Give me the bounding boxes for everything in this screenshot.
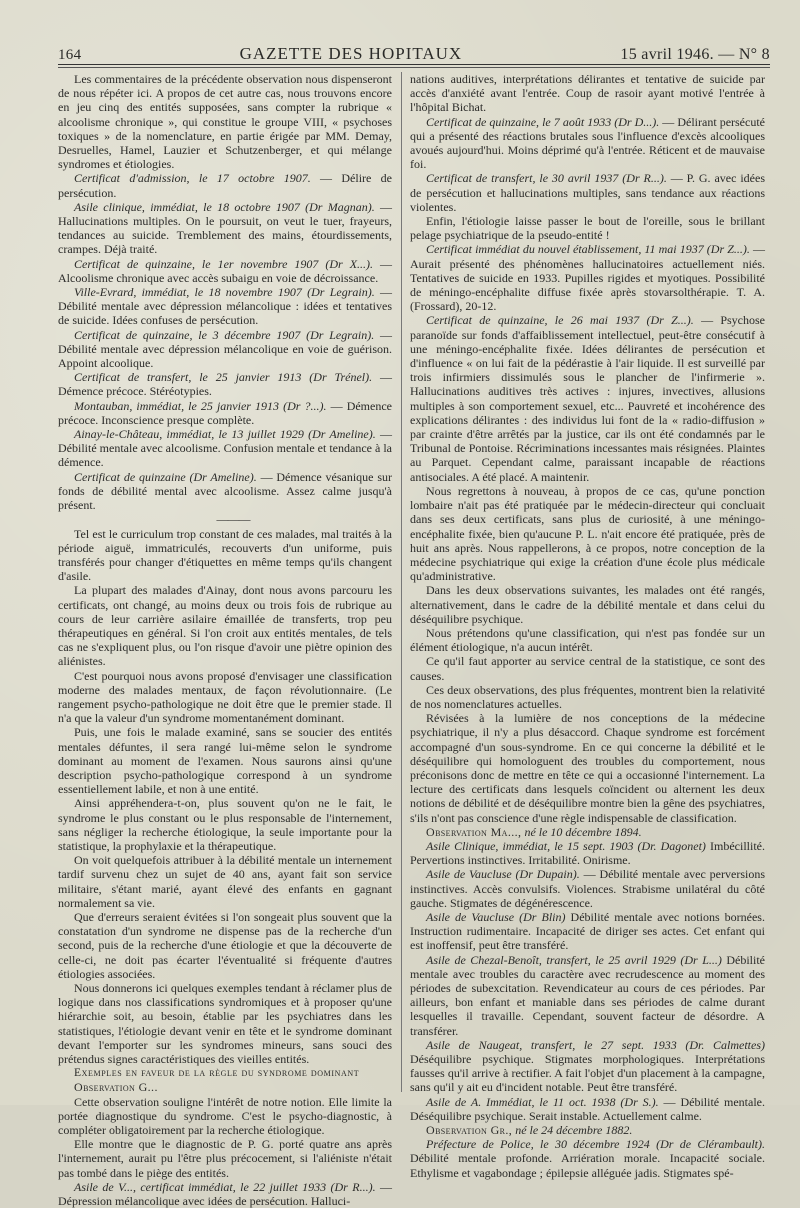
certificate-entry — [410, 1038, 765, 1095]
paragraph-text: Cette observation souligne l'intérêt de notre notion. Elle limite la portée diagnostique du syndrome. C'est le psycho-diagnostic, à compléter obligatoirement par la recherche étiologique. — [58, 1094, 392, 1138]
certificate-reference: Montauban, immédiat, le 25 janvier 1913 (Dr ?...). — [74, 398, 327, 413]
birth-date: né le 24 décembre 1882. — [512, 1123, 633, 1138]
certificate-reference: Préfecture de Police, le 30 décembre 1924 (Dr de Clérambault). — [426, 1137, 765, 1152]
column-separator — [401, 72, 402, 1092]
certificate-reference: Asile clinique, immédiat, le 18 octobre 1907 (Dr Magnan). — [74, 199, 375, 214]
observation-heading: Observation G... — [74, 1080, 158, 1095]
paragraph-text: — Alcoolisme chronique avec accès subaigu en voie de décroissance. — [58, 256, 393, 285]
certificate-entry — [410, 115, 765, 172]
certificate-entry — [58, 285, 392, 328]
body-paragraph — [58, 853, 392, 910]
birth-date: né le 10 décembre 1894. — [521, 824, 642, 839]
certificate-entry — [410, 839, 765, 867]
certificate-reference: Asile de Vaucluse (Dr Blin) — [426, 909, 566, 924]
body-paragraph — [410, 654, 765, 682]
paragraph-text: — Délirant persécuté qui a présenté des réactions brutales sous l'influence d'excès alcooliques avoués aujourd'hui. Moins déprimé qu'à l'entrée. Réticent et de mauvaise foi. — [410, 114, 765, 172]
paragraph-text: Nous prétendons qu'une classification, qui n'est pas fondée sur un élément étiologique, n'a aucun intérêt. — [410, 625, 765, 655]
observation-heading — [410, 1123, 765, 1137]
certificate-reference: Asile de V..., certificat immédiat, le 22 juillet 1933 (Dr R...). — [74, 1179, 376, 1194]
paragraph-text: — Débilité mentale avec perversions instinctives. Accès convulsifs. Violences. Strabisme unilatéral du côté gauche. Stigmates de dégénérescence. — [410, 867, 765, 910]
paragraph-text: — Débilité mentale avec alcoolisme. Confusion mentale et tendance à la démence. — [58, 427, 392, 470]
header-rule-thin — [58, 67, 770, 68]
header-rule — [58, 64, 770, 65]
body-paragraph — [410, 683, 765, 711]
certificate-reference: Ainay-le-Château, immédiat, le 13 juillet 1929 (Dr Ameline). — [74, 427, 376, 442]
observation-heading — [410, 825, 765, 839]
paragraph-text: — P. G. avec idées de persécution et hallucinations multiples, sans tendance aux réactions violentes. — [410, 171, 765, 214]
section-divider: ——— — [216, 512, 250, 527]
body-paragraph — [58, 1137, 392, 1180]
paragraph-text: Que d'erreurs seraient évitées si l'on songeait plus souvent que la constatation d'un syndrome ne dispense pas de la recherche d'un second, puis de la recherche d'une étiologie et que la découverte de celle-ci, ne doit pas écarter l'éventualité si fréquente d'autres étiologies associées. — [58, 909, 392, 981]
certificate-entry — [58, 1180, 392, 1208]
certificate-entry — [410, 1137, 765, 1180]
observation-label: Observation Ma..., — [426, 824, 522, 839]
paragraph-text: Ce qu'il faut apporter au service central de la statistique, ce sont des causes. — [410, 654, 765, 683]
paragraph-text: Dans les deux observations suivantes, les malades ont été rangés, alternativement, dans le cadre de la débilité mentale et dans celui du déséquilibre psychique. — [410, 583, 765, 626]
paragraph-text: Révisées à la lumière de nos conceptions de la médecine psychiatrique, il n'y a plus désaccord. Chaque syndrome est forcément accompagné d'un sous-syndrome. En ce qui concerne la débilité et le déséquilibre qui homologuent des troubles du comportement, nous préconisons donc de mettre en tête ce qui a occasionné l'internement. La lecture des certificats dans lesquels coïncident ou alternent les deux notions de débilité et de déséquilibre montre bien la gêne des psychiatres, s'ils n'ont pas conscience d'une règle indispensable de classification. — [410, 711, 765, 825]
paragraph-text: — Démence vésanique sur fonds de débilité mental avec alcoolisme. Assez calme jusqu'à présent. — [58, 469, 392, 513]
body-paragraph — [58, 583, 392, 668]
paragraph-text: Nous donnerons ici quelques exemples tendant à réclamer plus de logique dans nos classifications syndromiques et à proposer qu'une hiérarchie soit, au besoin, établie par les psychiatres dans les statistiques, l'étiologie devant venir en tête et le syndrome dominant devant l'emporter sur les syndromes mineurs, sans souci des prétendus signes caractéristiques des vieilles entités. — [58, 981, 392, 1067]
certificate-reference: Asile de Naugeat, transfert, le 27 sept. 1933 (Dr. Calmettes) — [426, 1037, 765, 1052]
certificate-entry — [58, 257, 392, 285]
certificate-reference: Certificat immédiat du nouvel établissement, 11 mai 1937 (Dr Z...). — [426, 242, 750, 257]
body-paragraph — [58, 527, 392, 584]
certificate-reference: Asile de A. Immédiat, le 11 oct. 1938 (Dr S.). — [426, 1094, 659, 1109]
body-paragraph — [410, 72, 765, 115]
certificate-reference: Certificat de quinzaine, le 26 mai 1937 (Dr Z...). — [426, 313, 694, 328]
body-paragraph — [58, 725, 392, 796]
body-paragraph — [410, 711, 765, 825]
paragraph-text: — Démence précoce. Stéréotypies. — [58, 370, 392, 399]
page-number: 164 — [58, 47, 82, 63]
paragraph-text: Enfin, l'étiologie laisse passer le bout de l'oreille, sous le brillant pelage psychiatrique de la pseudo-entité ! — [410, 214, 765, 243]
certificate-entry — [58, 171, 392, 199]
issue-date: 15 avril 1946. — N° 8 — [620, 46, 770, 63]
paragraph-text: — Psychose paranoïde sur fonds d'affaiblissement intellectuel, peut-être consécutif à une méningo-encéphalite fixée. Idées délirantes de persécution et d'influence « on lui fait de la pédérastie à l'air liquide. Il est surveillé par trois infirmiers dissimulés sous le plancher de l'infirmerie ». Hallucinations auditives très actives : injures, invectives, allusions multiples à son comportement sexuel, etc... Pauvreté et incohérence des explications délirantes : des individus lui font de la « radio-diffusion » par crainte d'être arrêtés par la justice, car ils ont été condamnés par le Tribunal de Pontoise. Récriminations incessantes mais résignées. Plaintes au Parquet. Cependant calme, paraissant incapable de réactions antisociales. A été placé. A maintenir. — [410, 313, 765, 484]
body-paragraph — [58, 669, 392, 726]
right-column — [410, 72, 766, 1180]
paragraph-text: — Débilité mentale avec dépression mélancolique : idées et tentatives de suicide. Idées confuses de persécution. — [58, 285, 393, 328]
body-paragraph — [410, 583, 765, 626]
paragraph-text: Ainsi appréhendera-t-on, plus souvent qu'on ne le fait, le syndrome le plus constant ou le plus responsable de l'internement, sans négliger la recherche étiologique, la seule importante pour la statistique, la prophylaxie et la thérapeutique. — [58, 796, 392, 853]
observation-label: Observation Gr., — [426, 1123, 513, 1138]
journal-title: GAZETTE DES HOPITAUX — [239, 44, 463, 63]
paragraph-text: On voit quelquefois attribuer à la débilité mentale un internement tardif survenu chez un sujet de 40 ans, ayant fait son service militaire, s'étant marié, ayant élevé des enfants en gagnant normalement sa vie. — [58, 853, 392, 910]
body-paragraph — [58, 796, 392, 853]
certificate-reference: Certificat de quinzaine, le 7 août 1933 (Dr D...). — [426, 114, 660, 129]
paragraph-text: Débilité mentale avec troubles du caractère avec recrudescence au moment des périodes de subexcitation. Revendicateur au cours de ces périodes. Par ailleurs, bon enfant et maniable dans ses périodes de calme durant lesquelles il travaille. Cependant, souvent facteur de désordre. A transférer. — [410, 952, 765, 1038]
paragraph-text: Nous regrettons à nouveau, à propos de ce cas, qu'une ponction lombaire n'ait pas été pratiquée par le médecin-directeur qui concluait dans ses deux certificats, sans plus de curiosité, à une méningo-encéphalite fixée, bien qu'aucune P. L. n'ait encore été pratiquée, près de huit ans après. Nous rappellerons, à ce propos, notre conception de la médecine psychiatrique qui exige la création d'une école plus médicale qu'administrative. — [410, 483, 765, 584]
certificate-reference: Certificat de transfert, le 30 avril 1937 (Dr R...). — [426, 171, 667, 186]
page-header — [58, 40, 770, 64]
paragraph-text: Elle montre que le diagnostic de P. G. porté quatre ans après l'internement, aurait pu l'être plus précocement, si l'aliéniste n'était pas tombé dans le piège des entités. — [58, 1137, 392, 1180]
body-paragraph — [58, 72, 392, 171]
certificate-entry — [410, 910, 765, 953]
body-paragraph — [58, 1095, 392, 1138]
paragraph-text: La plupart des malades d'Ainay, dont nous avons parcouru les certificats, ont changé, au moins deux ou trois fois de rubrique au cours de leur carrière asilaire émaillée de transferts, trop peu thérapeutiques en général. Si l'on croit aux entités mentales, de tels cas ne s'expliquent plus, ou l'on risque d'avoir une piètre opinion des aliénistes. — [58, 583, 392, 669]
paragraph-text: — Hallucinations multiples. On le poursuit, on veut le tuer, frayeurs, tendances au suicide. Tremblement des mains, étourdissements, crampes. Déjà traité. — [58, 199, 392, 257]
certificate-reference: Certificat de quinzaine, le 3 décembre 1907 (Dr Legrain). — [74, 327, 375, 342]
certificate-reference: Certificat de quinzaine (Dr Ameline). — [74, 469, 257, 484]
paragraph-text: C'est pourquoi nous avons proposé d'envisager une classification moderne des malades mentaux, de façon révolutionnaire. (Le rangement psycho-pathologique ne doit être que le premier stade. Il n'a que la valeur d'un syndrome momentanément dominant. — [58, 668, 392, 726]
paragraph-text: Tel est le curriculum trop constant de ces malades, mal traités à la période aiguë, immatriculés, recouverts d'un uniforme, puis transférés pour changer d'étiquettes en même temps qu'ils changent d'asile. — [58, 526, 392, 584]
certificate-entry — [410, 867, 765, 910]
paragraph-text: — Débilité mentale. Déséquilibre psychique. Serait instable. Actuellement calme. — [410, 1094, 766, 1123]
certificate-reference: Certificat de transfert, le 25 janvier 1913 (Dr Trénel). — [74, 370, 373, 385]
certificate-entry — [410, 953, 765, 1038]
body-paragraph — [410, 626, 765, 654]
certificate-entry — [58, 370, 392, 398]
body-paragraph — [410, 214, 765, 242]
certificate-reference: Asile de Chezal-Benoît, transfert, le 25 avril 1929 (Dr L...) — [426, 952, 722, 967]
certificate-entry — [58, 470, 392, 513]
body-paragraph — [58, 981, 392, 1066]
certificate-entry — [410, 1095, 765, 1123]
certificate-reference: Asile de Vaucluse (Dr Dupain). — [426, 867, 580, 882]
paragraph-text: — Délire de persécution. — [58, 171, 392, 200]
certificate-reference: Asile Clinique, immédiat, le 15 sept. 1903 (Dr. Dagonet) — [426, 838, 706, 853]
certificate-entry — [58, 399, 392, 427]
paragraph-text: — Dépression mélancolique avec idées de persécution. Halluci- — [58, 1179, 392, 1208]
certificate-entry — [410, 171, 765, 214]
certificate-entry — [58, 200, 392, 257]
certificate-entry — [58, 427, 392, 470]
paragraph-text: Imbécillité. Pervertions instinctives. Irritabilité. Onirisme. — [410, 838, 765, 868]
paragraph-text: — Aurait présenté des phénomènes hallucinatoires actuellement niés. Tentatives de suicide en 1933. Pupilles rigides et myotiques. Possibilité de méningo-encéphalite diffuse fixée après stovarsolthérapie. T. A. (Frossard), 20-12. — [410, 242, 765, 314]
paragraph-text: — Démence précoce. Inconscience presque complète. — [58, 398, 392, 427]
left-column — [58, 72, 393, 1208]
paragraph-text: — Débilité mentale avec dépression mélancolique en voie de guérison. Appoint alcoolique. — [58, 327, 392, 371]
certificate-reference: Certificat de quinzaine, le 1er novembre 1907 (Dr X...). — [74, 256, 374, 271]
body-paragraph — [410, 484, 765, 583]
paragraph-text: Les commentaires de la précédente observation nous dispenseront de nous répéter ici. A propos de cet autre cas, nous trouvons encore en jeu cinq des entités supposées, sans compter la rubrique « alcoolisme chronique », qui constitue le groupe VIII, « psychoses toxiques » de la nomenclature, en partie érigée par MM. Demay, Desruelles, Hamel, Lauzier et Schutzenberger, et qui mélange syndromes et étiologies. — [58, 72, 392, 172]
paragraph-text: Puis, une fois le malade examiné, sans se soucier des entités mentales défuntes, il sera rangé lui-même selon le syndrome dominant au moment de l'examen. Nous saurons ainsi qu'une description psycho-pathologique correspond à un syndrome essentiellement labile, et non à une entité. — [58, 725, 392, 797]
paragraph-text: nations auditives, interprétations délirantes et tentative de suicide par accès d'anxiété avant l'entrée. Coup de rasoir ayant motivé l'entrée à l'hôpital Bichat. — [410, 72, 765, 115]
certificate-reference: Ville-Evrard, immédiat, le 18 novembre 1907 (Dr Legrain). — [74, 285, 375, 300]
section-heading: Exemples en faveur de la règle du syndrome dominant — [74, 1067, 360, 1080]
certificate-entry — [410, 242, 765, 313]
paragraph-text: Débilité mentale avec notions bornées. Instruction rudimentaire. Incapacité de diriger ses actes. Cet enfant qui est inoffensif, peut être transféré. — [410, 909, 765, 953]
paragraph-text: Ces deux observations, des plus fréquentes, montrent bien la relativité de nos nomenclatures actuelles. — [410, 682, 765, 711]
body-paragraph — [58, 910, 392, 981]
certificate-entry — [410, 313, 765, 483]
paragraph-text: Débilité mentale profonde. Arriération morale. Incapacité sociale. Ethylisme et vagabondage ; épilepsie alléguée jadis. Stigmates spé- — [410, 1151, 765, 1180]
certificate-reference: Certificat d'admission, le 17 octobre 1907. — [74, 171, 311, 186]
paragraph-text: Déséquilibre psychique. Stigmates morphologiques. Interprétations fausses qu'il arrive à rectifier. A fait l'objet d'un placement à la campagne, sans qu'il y ait eu d'incident notable. Peut être transféré. — [410, 1052, 765, 1095]
certificate-entry — [58, 328, 392, 371]
